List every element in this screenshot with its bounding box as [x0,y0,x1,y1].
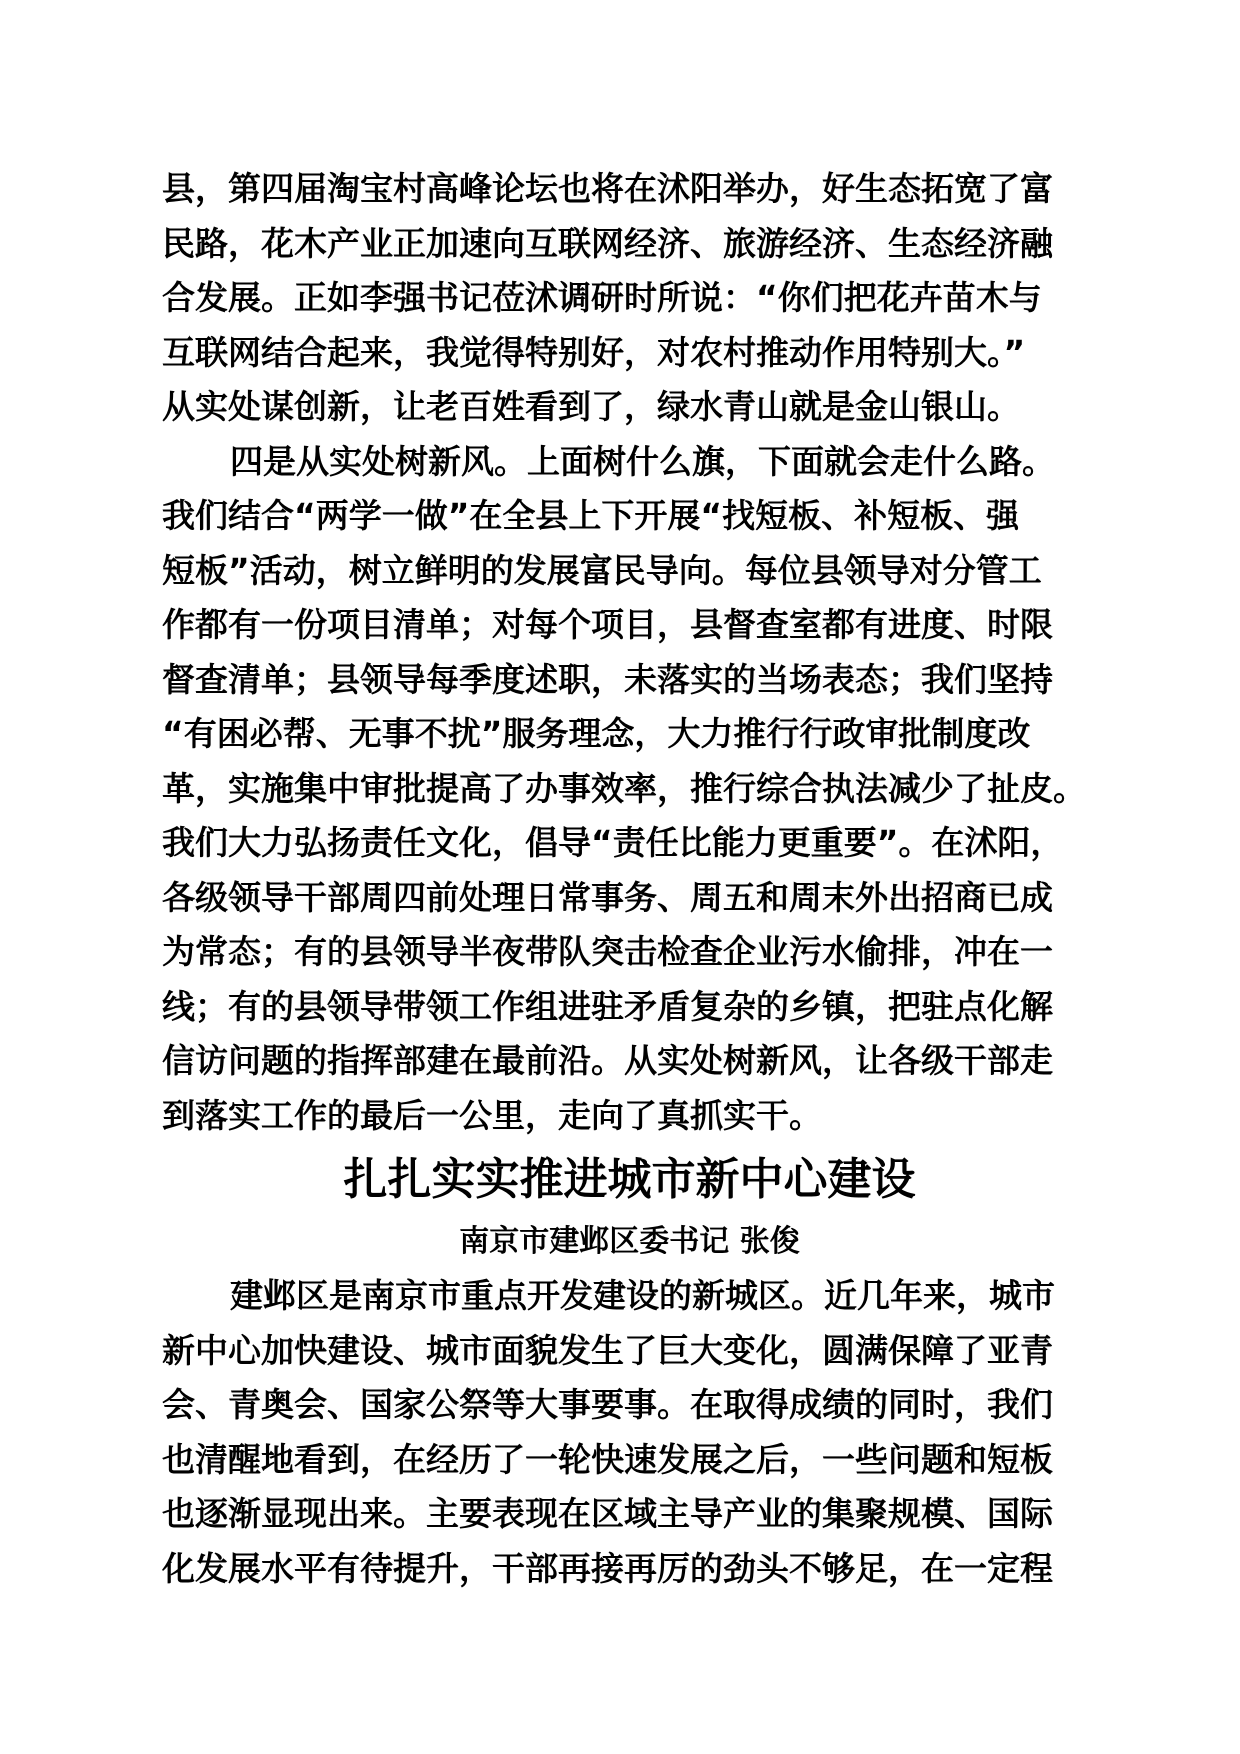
text-line: 线；有的县领导带领工作组进驻矛盾复杂的乡镇，把驻点化解 [162,986,1053,1026]
text-line: 到落实工作的最后一公里，走向了真抓实干。 [162,1095,822,1135]
text-line: 县，第四届淘宝村高峰论坛也将在沭阳举办，好生态拓宽了富 [162,169,1053,208]
text-line: 四是从实处树新风。上面树什么旗，下面就会走什么路。 [230,441,1055,481]
text-line: 合发展。正如李强书记莅沭调研时所说：“你们把花卉苗木与 [162,278,1042,317]
text-line: 我们大力弘扬责任文化，倡导“责任比能力更重要”。在沭阳， [162,823,1064,862]
text-line: 为常态；有的县领导半夜带队突击检查企业污水偷排，冲在一 [162,932,1053,971]
text-line: 民路，花木产业正加速向互联网经济、旅游经济、生态经济融 [162,223,1053,263]
paragraph-3 [162,1269,1067,1596]
text-line: 信访问题的指挥部建在最前沿。从实处树新风，让各级干部走 [162,1041,1053,1080]
article-byline: 南京市建邺区委书记 张俊 [459,1224,800,1259]
text-line: 建邺区是南京市重点开发建设的新城区。近几年来，城市 [230,1276,1055,1315]
text-line: 作都有一份项目清单；对每个项目，县督查室都有进度、时限 [162,605,1053,644]
text-line: 我们结合“两学一做”在全县上下开展“找短板、补短板、强 [162,496,1020,535]
document-body [162,162,1086,1596]
text-line: 督查清单；县领导每季度述职，未落实的当场表态；我们坚持 [162,659,1053,699]
text-line: 也逐渐显现出来。主要表现在区域主导产业的集聚规模、国际 [162,1494,1053,1533]
text-line: 也清醒地看到，在经历了一轮快速发展之后，一些问题和短板 [162,1439,1053,1479]
text-line: 互联网结合起来，我觉得特别好，对农村推动作用特别大。” [162,332,1026,372]
text-line: 新中心加快建设、城市面貌发生了巨大变化，圆满保障了亚青 [162,1330,1053,1370]
text-line: 革，实施集中审批提高了办事效率，推行综合执法减少了扯皮。 [162,768,1086,808]
text-line: 各级领导干部周四前处理日常事务、周五和周末外出招商已成 [162,877,1053,917]
paragraph-1 [162,162,1067,435]
paragraph-2 [162,435,1086,1144]
text-line: 化发展水平有待提升，干部再接再厉的劲头不够足，在一定程 [162,1548,1053,1588]
text-line: “有困必帮、无事不扰”服务理念，大力推行行政审批制度改 [162,714,1031,753]
text-line: 从实处谋创新，让老百姓看到了，绿水青山就是金山银山。 [162,387,1020,426]
article-title: 扎扎实实推进城市新中心建设 [343,1154,916,1205]
text-line: 会、青奥会、国家公祭等大事要事。在取得成绩的同时，我们 [162,1385,1053,1424]
text-line: 短板”活动，树立鲜明的发展富民导向。每位县领导对分管工 [162,550,1042,590]
